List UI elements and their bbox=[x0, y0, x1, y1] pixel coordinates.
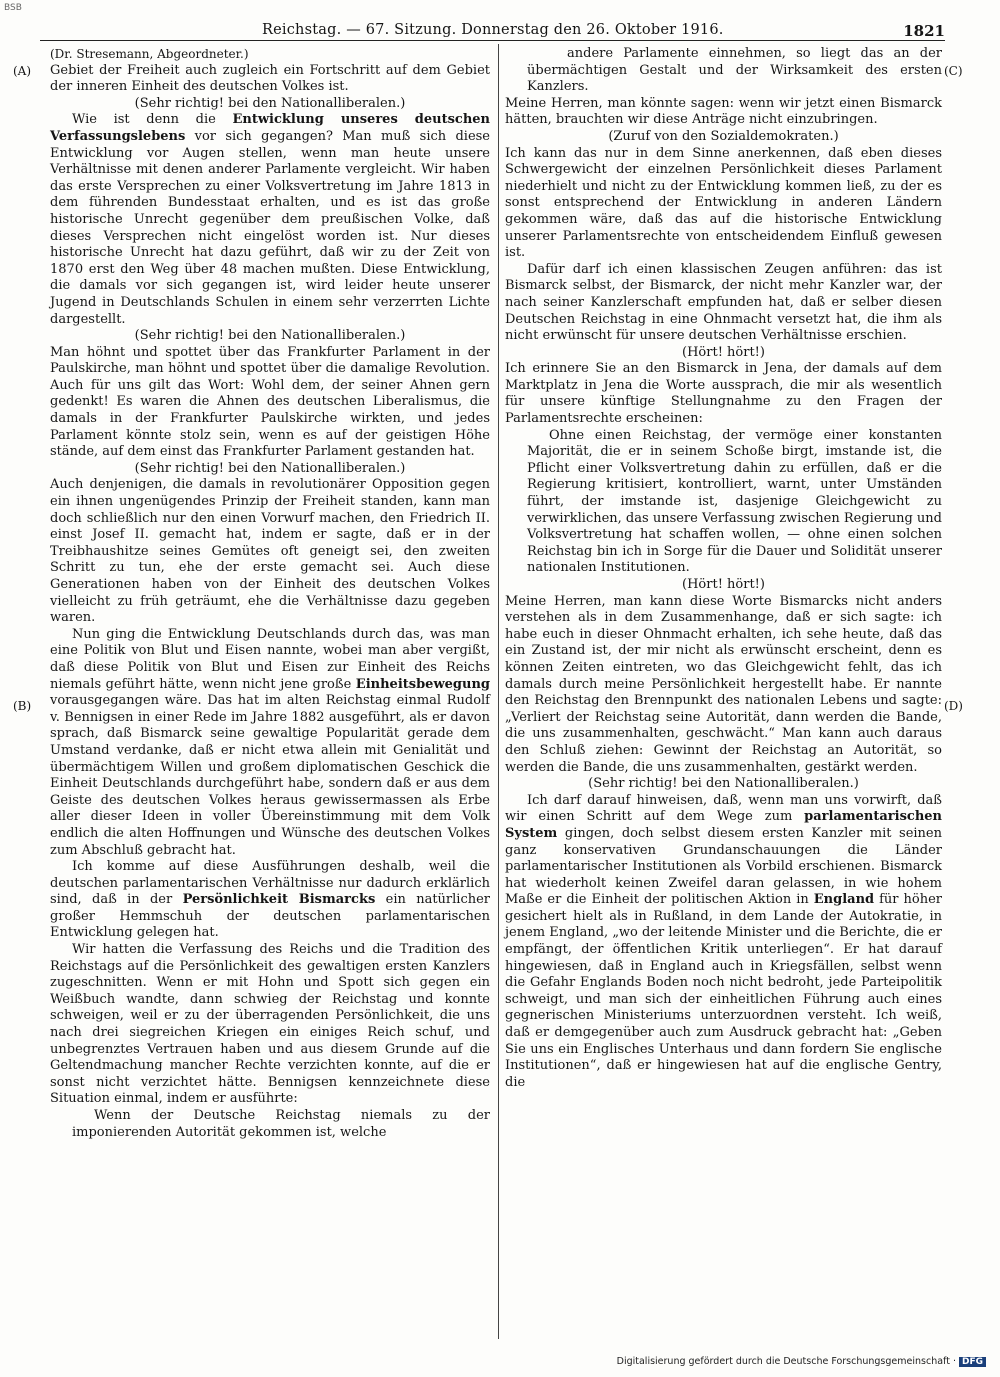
paragraph: Meine Herren, man kann diese Worte Bismarcks nicht anders verstehen als in dem Zusammenhange, daß er sich sagte: ich habe euch in dieser Ohnmacht erhalten, ich sehe heute, daß das ein Zustand ist, der mir nicht als erwünscht erscheint, denn es können Zeiten eintreten, wo das Gleichgewicht fehlt, das ich damals durch meine Persönlichkeit hergestellt habe. Er nannte den Reichstag den Brennpunkt des nationalen Lebens und sagte: „Verliert der Reichstag seine Autorität, dann werden die Bande, die uns zusammenhalten, geschwächt.“ Man kann auch daraus den Schluß ziehen: Gewinnt der Reichstag an Autorität, so werden die Bande, die uns zusammenhalten, gestärkt werden. bbox=[505, 593, 942, 775]
paragraph: Wie ist denn die Entwicklung unseres deutschen Verfassungslebens vor sich gegangen? Man muß sich diese Entwicklung vor Augen stellen, wenn man heute unsere Verhältnisse mit denen anderer Parlamente vergleicht. Wir haben das erste Versprechen zu einer Volksvertretung im Jahre 1813 in dem führenden Bundesstaat erhalten, und es ist das große historische Unrecht gegenüber dem preußischen Volke, daß dieses Versprechen nicht eingelöst worden ist. Nur dieses historische Unrecht hat dazu geführt, daß wir zu der Zeit von 1870 erst den Weg über 48 machen mußten. Diese Entwicklung, die damals vor sich gegangen ist, wird leider heute unserer Jugend in Deutschlands Schulen in einem sehr verzerrten Lichte dargestellt. bbox=[50, 112, 491, 327]
paragraph: Ich kann das nur in dem Sinne anerkennen, daß eben dieses Schwergewicht der einzelnen Persönlichkeit dieses Parlament niederhielt und nicht zu der Entwicklung kommen ließ, zu der es sonst entsprechend der Entwicklung in anderen Ländern gekommen wäre, daß das auf die historische Entwicklung unserer Parlamentsrechte von entscheidendem Einfluß gewesen ist. bbox=[505, 145, 942, 261]
paragraph: Man höhnt und spottet über das Frankfurter Parlament in der Paulskirche, man höhnt und spottet über die damalige Revolution. Auch für uns gilt das Wort: Wohl dem, der seiner Ahnen gern gedenkt! Es waren die Ahnen des deutschen Liberalismus, die damals in der Frankfurter Paulskirche wirkten, und jedes Parlament könnte stolz sein, wenn es auf der geistigen Höhe stände, auf dem einst das Frankfurter Parlament gestanden hat. bbox=[50, 344, 490, 460]
emphasis: Persönlichkeit Bismarcks bbox=[182, 892, 376, 908]
paragraph: Ich erinnere Sie an den Bismarck in Jena, der damals auf dem Marktplatz in Jena die Worte aussprach, die mir als wesentlich für unsere künftige Stellungnahme zu den Fragen der Parlamentsrechte erscheinen: bbox=[505, 361, 942, 427]
block-quote: Ohne einen Reichstag, der vermöge einer konstanten Majorität, die er in seinem Schoße birgt, imstande ist, die Pflicht einer Volksvertretung dahin zu erfüllen, daß er die Regierung kritisiert, kontrolliert, warnt, unter Umständen führt, der imstande ist, dasjenige Gleichgewicht zu verwirklichen, das unsere Verfassung zwischen Regierung und Volksvertretung hat schaffen wollen, — ohne einen solchen Reichstag bin ich in Sorge für die Dauer und Solidität unserer nationalen Institutionen. bbox=[527, 427, 942, 576]
emphasis: Einheitsbewegung bbox=[355, 676, 490, 692]
paragraph: Wir hatten die Verfassung des Reichs und die Tradition des Reichstags auf die Persönlichkeit des gewaltigen ersten Kanzlers zugeschnitten. Wenn er mit Hohn und Spott sich gegen ein Weißbuch wandte, dann schwieg der Reichstag und konnte schweigen, weil er zu der überragenden Persönlichkeit, die uns nach drei siegreichen Kriegen ein einiges Reich schuf, und unbegrenztes Vertrauen haben und aus diesem Grunde auf die Geltendmachung mancher Rechte verzichten konnte, auf die er sonst nicht verzichtet hätte. Bennigsen kennzeichnete diese Situation einmal, indem er ausführte: bbox=[50, 942, 490, 1107]
paragraph: Auch denjenigen, die damals in revolutionärer Opposition gegen ein ihnen ungenügendes Prinzip der Freiheit standen, kann man doch schließlich nur den einen Vorwurf machen, den Friedrich II. einst Josef II. gemacht hat, indem er sagte, daß er in der Treibhaushitze seines Gemütes oft geneigt sei, den zweiten Schritt zu tun, ehe der erste gemacht sei. Auch diese Generationen haben von der Einheit des deutschen Volkes vielleicht zu früh geträumt, ehe die Verhältnisse dazu gegeben waren. bbox=[50, 477, 490, 626]
margin-mark-b: (B) bbox=[13, 699, 32, 713]
emphasis: Entwicklung unseres deutschen Verfassungslebens bbox=[50, 112, 491, 144]
paragraph: Ich komme auf diese Ausführungen deshalb, weil die deutschen parlamentarischen Verhältnisse nur dadurch erklärlich sind, daß in der Persönlichkeit Bismarcks ein natürlicher großer Hemmschuh der deutschen parlamentarischen Entwicklung gelegen hat. bbox=[50, 859, 491, 941]
interjection: (Sehr richtig! bei den Nationalliberalen.) bbox=[588, 776, 859, 792]
running-title: Reichstag. — 67. Sitzung. Donnerstag den 26. Oktober 1916. bbox=[262, 22, 724, 38]
interjection: (Zuruf von den Sozialdemokraten.) bbox=[608, 128, 839, 144]
dfg-logo: DFG bbox=[959, 1357, 986, 1367]
speaker-line: (Dr. Stresemann, Abgeordneter.) bbox=[50, 47, 249, 61]
paragraph: Dafür darf ich einen klassischen Zeugen anführen: das ist Bismarck selbst, der Bismarck, der nicht mehr Kanzler war, der nach seiner Kanzlerschaft empfunden hat, daß er selber diesen Deutschen Reichstag in eine Ohnmacht versetzt hat, die ihm als nicht erwünscht für unsere deutschen Verhältnisse erschien. bbox=[505, 261, 942, 344]
block-quote: andere Parlamente einnehmen, so liegt das an der übermächtigen Gestalt und der Wirksamkeit des ersten Kanzlers. bbox=[527, 46, 942, 95]
interjection: (Sehr richtig! bei den Nationalliberalen.) bbox=[134, 328, 406, 344]
paragraph: Meine Herren, man könnte sagen: wenn wir jetzt einen Bismarck hätten, brauchten wir diese Anträge nicht einzubringen. bbox=[505, 95, 942, 128]
emphasis: England bbox=[813, 892, 875, 908]
column-divider bbox=[498, 44, 499, 1339]
interjection: (Hört! hört!) bbox=[682, 344, 765, 360]
credit-text: Digitalisierung gefördert durch die Deutsche Forschungsgemeinschaft · bbox=[616, 1356, 956, 1367]
paragraph: Gebiet der Freiheit auch zugleich ein Fortschritt auf dem Gebiet der inneren Einheit des deutschen Volkes ist. bbox=[50, 62, 490, 95]
left-column bbox=[50, 46, 490, 1141]
emphasis: parlamentarischen System bbox=[505, 809, 942, 841]
paragraph: Nun ging die Entwicklung Deutschlands durch das, was man eine Politik von Blut und Eisen nannte, wobei man aber vergißt, daß diese Politik von Blut und Eisen zur Einheit des Reichs niemals geführt hätte, wenn nicht jene große Einheitsbewegung vorausgegangen wäre. Das hat im alten Reichstag einmal Rudolf v. Bennigsen in einer Rede im Jahre 1882 ausgeführt, als er davon sprach, daß Bismarck seine gewaltige Popularität gerade dem Umstand verdanke, daß er nicht etwa allein mit Genialität und übermächtigem Willen und großem diplomatischen Geschick die Einheit Deutschlands durchgeführt habe, sondern daß er aus dem Geiste des deutschen Volkes heraus gewissermassen als Erbe aller dieser Ideen in voller Übereinstimmung mit dem Volk endlich die alten Hoffnungen und Wünsche des deutschen Volkes zum Abschluß gebracht hat. bbox=[50, 626, 490, 858]
paragraph: Ich darf darauf hinweisen, daß, wenn man uns vorwirft, daß wir einen Schritt auf dem Wege zum parlamentarischen System gingen, doch selbst diesem ersten Kanzler mit seinen ganz konservativen Grundanschauungen die Länder parlamentarischer Institutionen als Vorbild erschienen. Bismarck hat wiederholt keinen Zweifel daran gelassen, in wie hohem Maße er die Einheit der politischen Aktion in England für höher gesichert hielt als in Rußland, in dem Lande der Autokratie, in jenem England, „wo der leitende Minister und die Berichte, die er empfängt, der öffentlichen Kritik unterliegen“. Er hat darauf hingewiesen, daß in England auch in Kriegsfällen, selbst wenn die Gefahr Englands Boden noch nicht bedroht, jede Parteipolitik schweigt, und man sich der einheitlichen Führung auch eines gegnerischen Ministeriums unterzuordnen versteht. Ich weiß, daß er demgegenüber auch zum Ausdruck gebracht hat: „Geben Sie uns ein Englisches Unterhaus und dann fordern Sie englische Institutionen“, daß er hingewiesen hat auf die englische Gentry, die bbox=[505, 792, 942, 1090]
page-number: 1821 bbox=[903, 22, 945, 40]
library-mark: BSB bbox=[4, 3, 22, 13]
margin-mark-a: (A) bbox=[13, 64, 32, 78]
interjection: (Sehr richtig! bei den Nationalliberalen.) bbox=[134, 460, 406, 476]
block-quote: Wenn der Deutsche Reichstag niemals zu der imponierenden Autorität gekommen ist, welche bbox=[72, 1108, 490, 1140]
right-column bbox=[505, 46, 942, 1091]
digitization-credit bbox=[617, 1356, 986, 1367]
interjection: (Sehr richtig! bei den Nationalliberalen.) bbox=[134, 95, 406, 111]
margin-mark-d: (D) bbox=[944, 699, 963, 713]
interjection: (Hört! hört!) bbox=[682, 577, 765, 592]
page-header bbox=[40, 0, 945, 41]
margin-mark-c: (C) bbox=[944, 64, 963, 78]
